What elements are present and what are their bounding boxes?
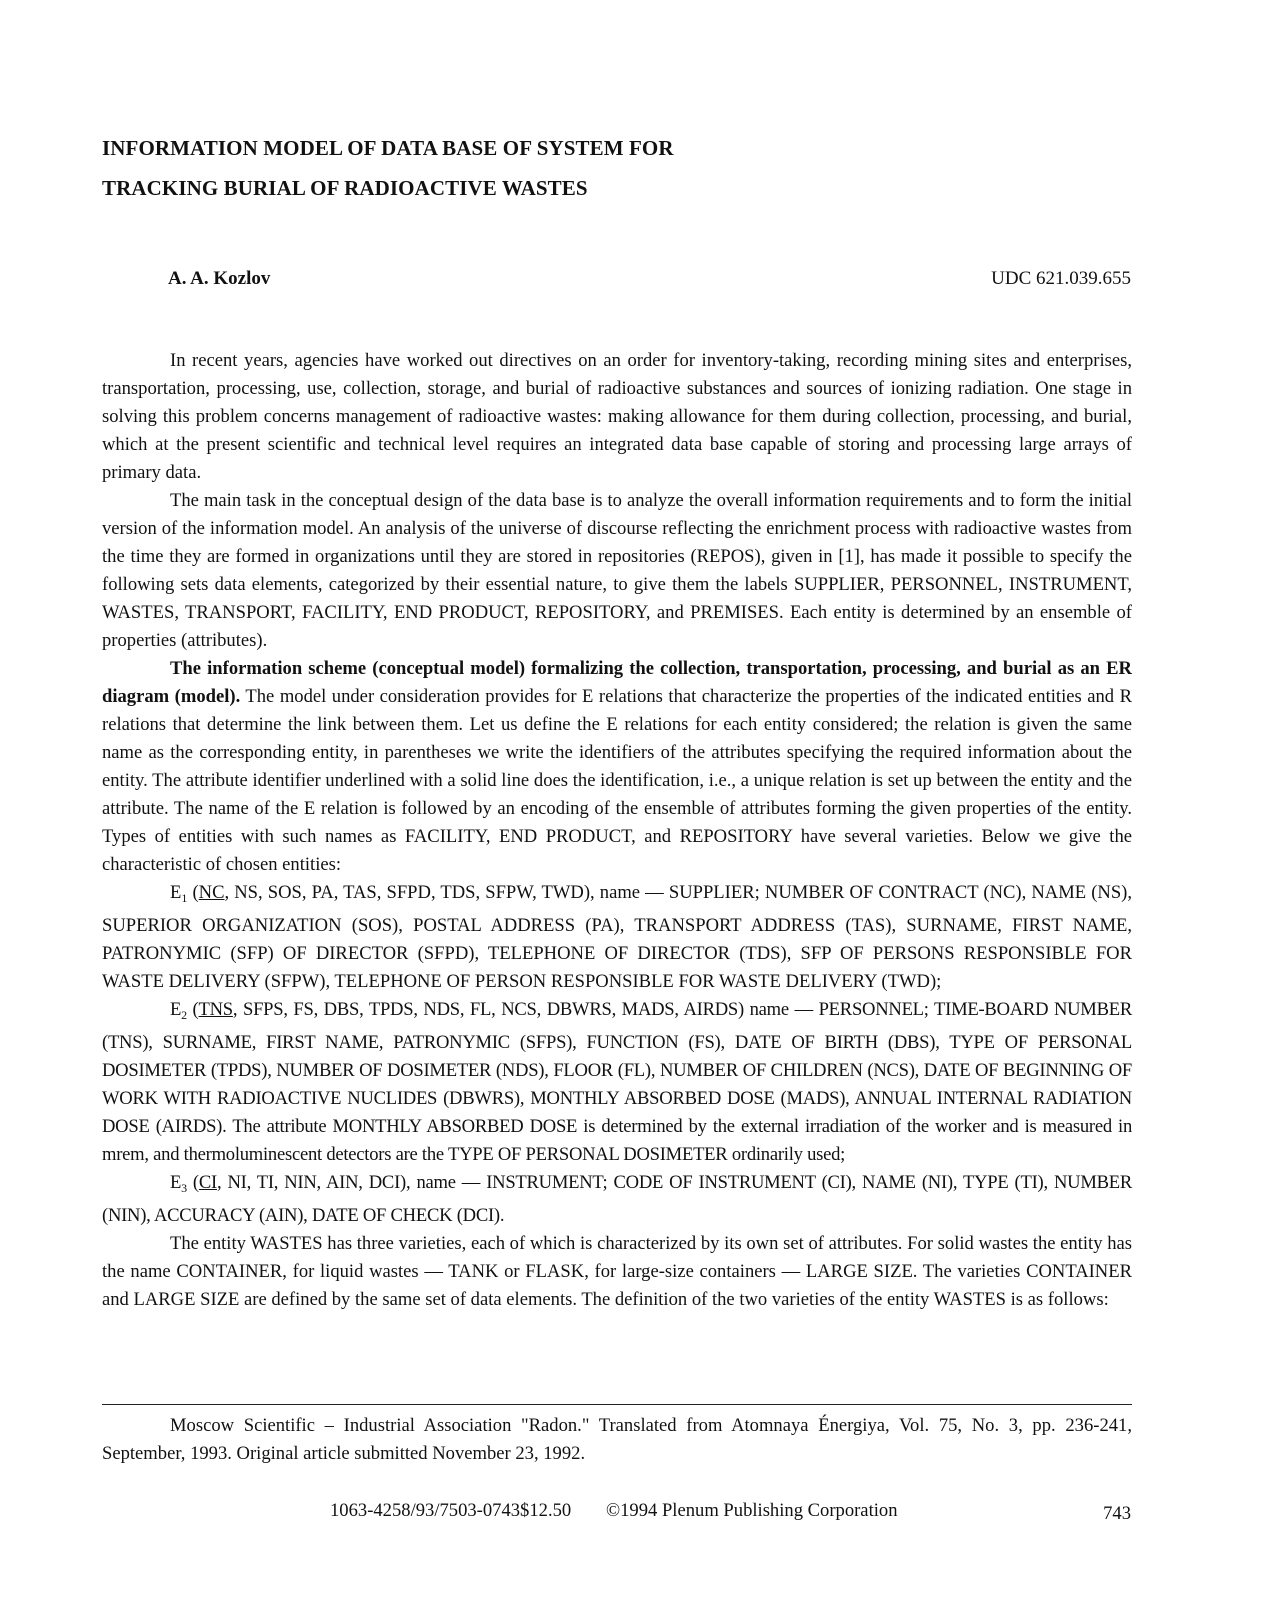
copyright-notice: ©1994 Plenum Publishing Corporation bbox=[606, 1500, 898, 1521]
entity-e1-supplier bbox=[102, 879, 1132, 996]
e3-label: E bbox=[170, 1172, 182, 1193]
e3-subscript: 3 bbox=[181, 1181, 187, 1195]
scheme-description: The model under consideration provides for E relations that characterize the properties of the indicated entities and R relations that determine the link between them. Let us define the E relations for each entity considered; the relation is given the same name as the corresponding entity, in parentheses we write the identifiers of the attributes specifying the required information about the entity. The attribute identifier underlined with a solid line does the identification, i.e., a unique relation is set up between the entity and the attribute. The name of the E relation is followed by an encoding of the ensemble of attributes forming the given properties of the entity. Types of entities with such names as FACILITY, END PRODUCT, and REPOSITORY have several varieties. Below we give the characteristic of chosen entities: bbox=[102, 686, 1132, 875]
e3-attributes: , NI, TI, NIN, AIN, DCI), name — INSTRUMENT; CODE OF INSTRUMENT (CI), NAME (NI), TYPE (TI), NUMBER (NIN), ACCURACY (AIN), DATE OF CHECK (DCI). bbox=[102, 1172, 1133, 1226]
issn-code: 1063-4258/93/7503-0743$12.50 bbox=[330, 1500, 572, 1521]
e2-key-attribute: TNS bbox=[198, 999, 233, 1020]
paragraph-wastes: The entity WASTES has three varieties, each of which is characterized by its own set of attributes. For solid wastes the entity has the name CONTAINER, for liquid wastes — TANK or FLASK, for large-size containers — LARGE SIZE. The varieties CONTAINER and LARGE SIZE are defined by the same set of data elements. The definition of the two varieties of the entity WASTES is as follows: bbox=[102, 1233, 1132, 1310]
footnote-divider bbox=[102, 1404, 1132, 1405]
paragraph-intro: In recent years, agencies have worked out directives on an order for inventory-taking, recording mining sites and enterprises, transportation, processing, use, collection, storage, and burial of radioactive substances and sources of ionizing radiation. One stage in solving this problem concerns management of radioactive wastes: making allowance for them during collection, processing, and burial, which at the present scientific and technical level requires an integrated data base capable of storing and processing large arrays of primary data. bbox=[102, 350, 1132, 483]
article-title bbox=[102, 128, 1002, 208]
e2-label: E bbox=[170, 999, 182, 1020]
e1-key-attribute: NC bbox=[198, 882, 225, 903]
udc-code: UDC 621.039.655 bbox=[991, 268, 1131, 289]
e2-subscript: 2 bbox=[181, 1008, 187, 1022]
e1-attributes: , NS, SOS, PA, TAS, SFPD, TDS, SFPW, TWD), name — SUPPLIER; NUMBER OF CONTRACT (NC), NAME (NS), SUPERIOR ORGANIZATION (SOS), POSTAL ADDRESS (PA), TRANSPORT ADDRESS (TAS), SURNAME, FIRST NAME, PATRONYMIC (SFP) OF DIRECTOR (SFPD), TELEPHONE OF DIRECTOR (TDS), SFP OF PERSONS RESPONSIBLE FOR WASTE DELIVERY (SFPW), TELEPHONE OF PERSON RESPONSIBLE FOR WASTE DELIVERY (TWD); bbox=[102, 882, 1132, 992]
bold-lead-sentence: The information scheme (conceptual model) formalizing the collection, transportation, processing, and burial as an ER diagram (model). bbox=[102, 658, 1132, 707]
article-body bbox=[102, 347, 1132, 1314]
entity-e3-instrument bbox=[102, 1169, 1132, 1230]
title-line-1: INFORMATION MODEL OF DATA BASE OF SYSTEM FOR bbox=[102, 136, 674, 160]
page-number: 743 bbox=[1103, 1503, 1131, 1524]
e1-label: E bbox=[170, 882, 182, 903]
e1-subscript: 1 bbox=[181, 891, 188, 905]
e1-open-paren: ( bbox=[187, 882, 199, 903]
title-line-2: TRACKING BURIAL OF RADIOACTIVE WASTES bbox=[102, 176, 588, 200]
footnote bbox=[102, 1412, 1132, 1468]
entity-e2-personnel bbox=[102, 996, 1132, 1169]
paragraph-information-scheme bbox=[102, 655, 1132, 879]
e3-key-attribute: CI bbox=[198, 1172, 217, 1193]
e3-open-paren: ( bbox=[186, 1172, 199, 1193]
paragraph-main-task: The main task in the conceptual design of the data base is to analyze the overall information requirements and to form the initial version of the information model. An analysis of the universe of discourse reflecting the enrichment process with radioactive wastes from the time they are formed in organizations until they are stored in repositories (REPOS), given in [1], has made it possible to specify the following sets data elements, categorized by their essential nature, to give them the labels SUPPLIER, PERSONNEL, INSTRUMENT, WASTES, TRANSPORT, FACILITY, END PRODUCT, REPOSITORY, and PREMISES. Each entity is determined by an ensemble of properties (attributes). bbox=[102, 490, 1132, 651]
author-name: A. A. Kozlov bbox=[168, 268, 271, 289]
e2-open-paren: ( bbox=[186, 999, 199, 1020]
footnote-text: Moscow Scientific – Industrial Association "Radon." Translated from Atomnaya Énergiya, Vol. 75, No. 3, pp. 236-241, September, 1993. Original article submitted November 23, 1992. bbox=[102, 1415, 1132, 1464]
e2-attributes: , SFPS, FS, DBS, TPDS, NDS, FL, NCS, DBWRS, MADS, AIRDS) name — PERSONNEL; TIME-BOARD NUMBER (TNS), SURNAME, FIRST NAME, PATRONYMIC (SFPS), FUNCTION (FS), DATE OF BIRTH (DBS), TYPE OF PERSONAL DOSIMETER (TPDS), NUMBER OF DOSIMETER (NDS), FLOOR (FL), NUMBER OF CHILDREN (NCS), DATE OF BEGINNING OF WORK WITH RADIOACTIVE NUCLIDES (DBWRS), MONTHLY ABSORBED DOSE (MADS), ANNUAL INTERNAL RADIATION DOSE (AIRDS). The attribute MONTHLY ABSORBED DOSE is determined by the external irradiation of the worker and is measured in mrem, and thermoluminescent detectors are the TYPE OF PERSONAL DOSIMETER ordinarily used; bbox=[102, 999, 1132, 1165]
